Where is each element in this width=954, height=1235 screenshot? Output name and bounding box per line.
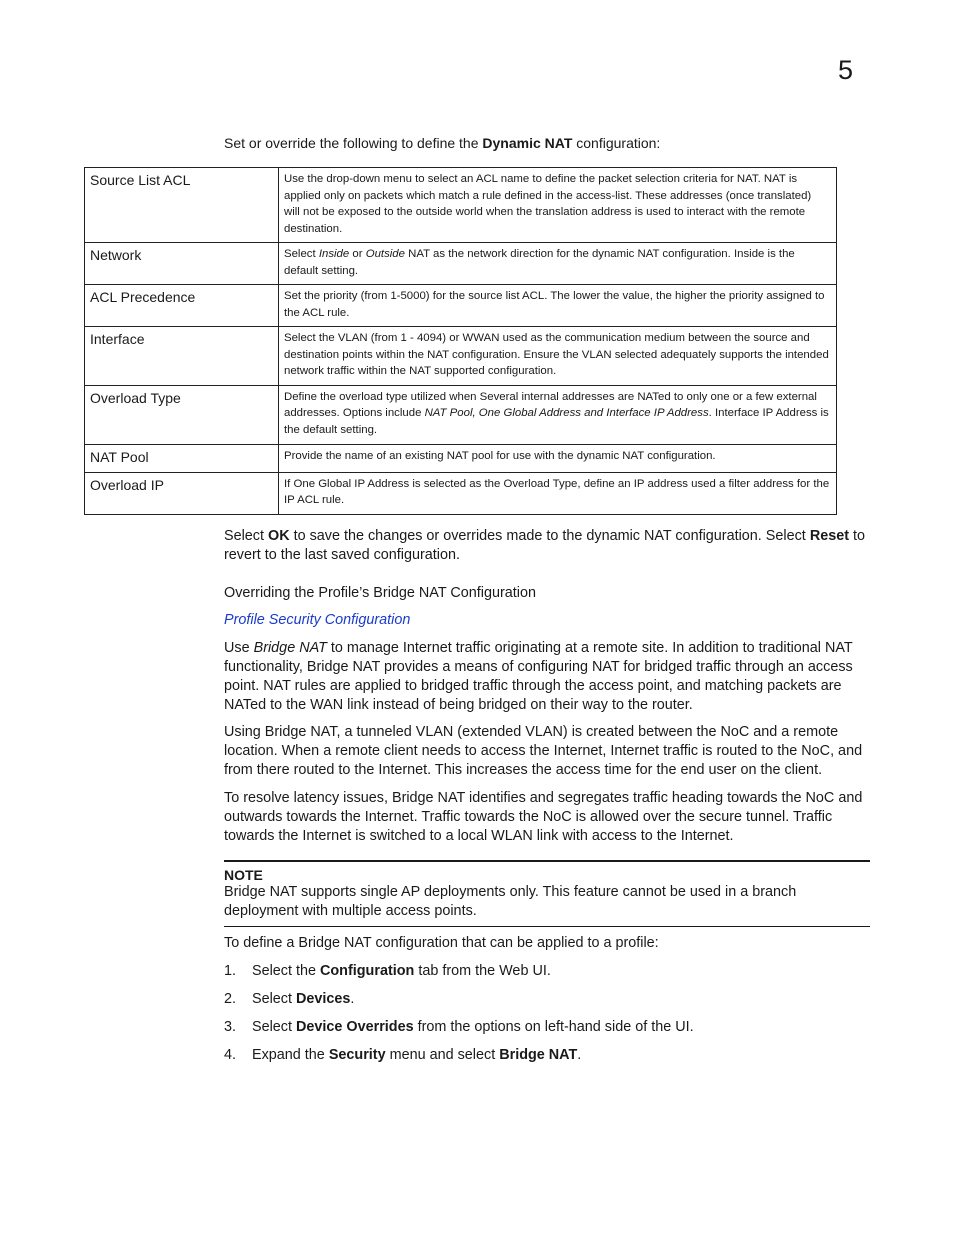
ok-label: OK xyxy=(268,528,290,544)
parameter-description: If One Global IP Address is selected as the Overload Type, define an IP address used a filter address for the IP ACL rule. xyxy=(279,472,837,514)
profile-security-link[interactable]: Profile Security Configuration xyxy=(224,612,411,628)
table-row xyxy=(85,285,837,327)
save-instructions: Select OK to save the changes or overrides made to the dynamic NAT configuration. Select Reset to revert to the last saved configuration. xyxy=(224,528,866,563)
section-heading: Overriding the Profile’s Bridge NAT Configuration xyxy=(224,585,536,601)
parameter-name: Source List ACL xyxy=(85,168,279,243)
chapter-number: 5 xyxy=(838,55,854,85)
step-text: Expand the Security menu and select Bridge NAT. xyxy=(252,1047,582,1063)
step-number: 2. xyxy=(224,991,237,1007)
latency-paragraph: To resolve latency issues, Bridge NAT identifies and segregates traffic heading towards the NoC and outwards towards the Internet. Traffic towards the NoC is allowed over the secure tunnel. Traffic towards the Internet is switched to a local WLAN link with access to the Internet. xyxy=(224,790,863,844)
note-box xyxy=(224,860,870,927)
parameter-description: Select the VLAN (from 1 - 4094) or WWAN used as the communication medium between the source and destination points within the NAT configuration. Ensure the VLAN selected adequately supports the intended network traffic within the NAT supported configuration. xyxy=(279,327,837,386)
step-text: Select Devices. xyxy=(252,991,355,1007)
parameter-name: Overload Type xyxy=(85,385,279,444)
table-row xyxy=(85,444,837,472)
parameter-description: Provide the name of an existing NAT pool for use with the dynamic NAT configuration. xyxy=(279,444,837,472)
step-text: Select the Configuration tab from the Web UI. xyxy=(252,963,551,979)
table-row xyxy=(85,243,837,285)
parameter-description: Use the drop-down menu to select an ACL name to define the packet selection criteria for NAT. NAT is applied only on packets which match a rule defined in the access-list. These addresses (once translated) will not be exposed to the outside world when the translation address is used to interact with the remote destination. xyxy=(279,168,837,243)
step-number: 4. xyxy=(224,1047,237,1063)
note-label: NOTE xyxy=(224,867,263,883)
intro-text: Set or override the following to define the Dynamic NAT configuration: xyxy=(224,135,661,151)
table-row xyxy=(85,472,837,514)
parameter-description: Set the priority (from 1-5000) for the source list ACL. The lower the value, the higher the priority assigned to the ACL rule. xyxy=(279,285,837,327)
reset-label: Reset xyxy=(809,528,850,544)
parameter-name: Overload IP xyxy=(85,472,279,514)
dynamic-nat-table xyxy=(84,167,837,515)
define-paragraph: To define a Bridge NAT configuration that can be applied to a profile: xyxy=(224,935,659,951)
note-text: Bridge NAT supports single AP deployments only. This feature cannot be used in a branch deployment with multiple access points. xyxy=(224,884,797,919)
parameter-name: NAT Pool xyxy=(85,444,279,472)
table-row xyxy=(85,327,837,386)
parameter-name: Interface xyxy=(85,327,279,386)
step-number: 1. xyxy=(224,963,237,979)
parameter-name: Network xyxy=(85,243,279,285)
tunnel-paragraph: Using Bridge NAT, a tunneled VLAN (extended VLAN) is created between the NoC and a remote location. When a remote client needs to access the Internet, Internet traffic is routed to the NoC, and from there routed to the Internet. This increases the access time for the end user on the client. xyxy=(224,724,863,778)
intro-emphasis: Dynamic NAT xyxy=(482,135,573,151)
table-row xyxy=(85,168,837,243)
step-number: 3. xyxy=(224,1019,237,1035)
parameter-description: Select Inside or Outside NAT as the network direction for the dynamic NAT configuration. Inside is the default setting. xyxy=(279,243,837,285)
parameter-name: ACL Precedence xyxy=(85,285,279,327)
bridge-nat-intro: Use Bridge NAT to manage Internet traffic originating at a remote site. In addition to traditional NAT functionality, Bridge NAT provides a means of configuring NAT for bridged traffic through an access point. NAT rules are applied to bridged traffic through the access point, and matching packets are NATed to the WAN link instead of being bridged on their way to the router. xyxy=(224,640,853,713)
step-text: Select Device Overrides from the options on left-hand side of the UI. xyxy=(252,1019,694,1035)
table-row xyxy=(85,385,837,444)
parameter-description: Define the overload type utilized when Several internal addresses are NATed to only one or a few external addresses. Options include NAT Pool, One Global Address and Interface IP Address. Interface IP Address is the default setting. xyxy=(279,385,837,444)
